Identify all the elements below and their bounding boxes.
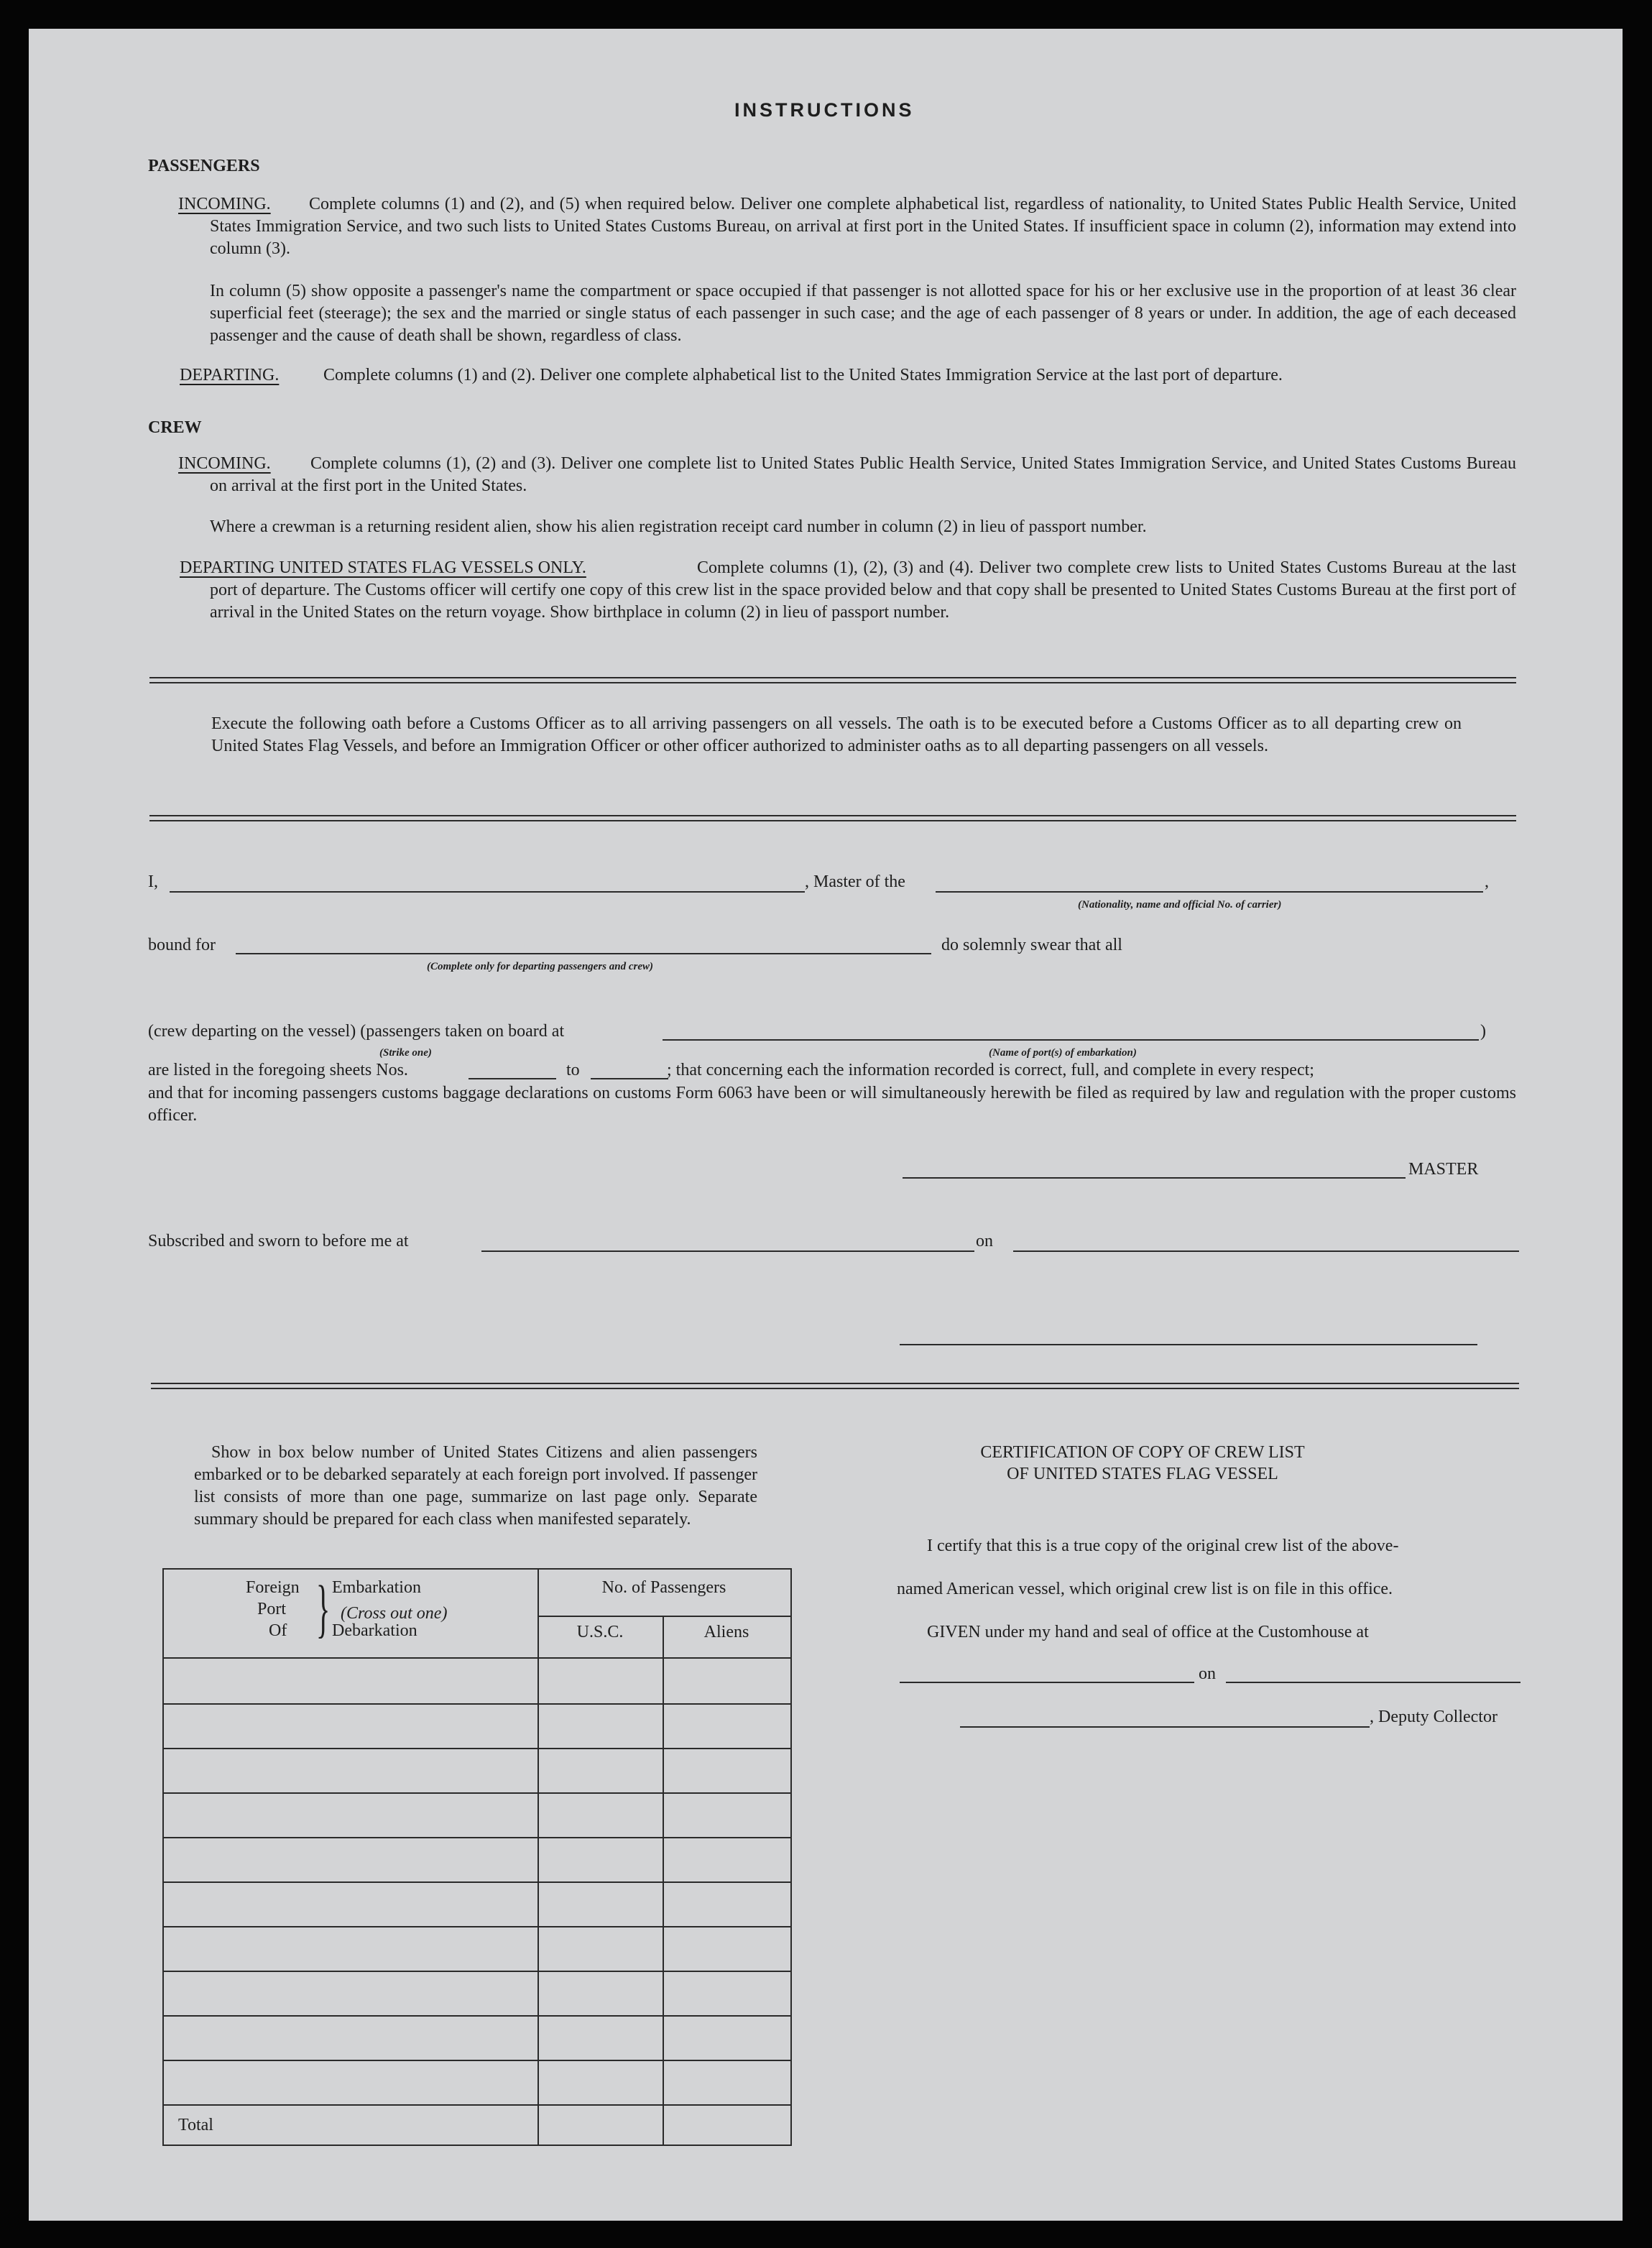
brace-glyph: } <box>315 1573 331 1644</box>
passengers-column5-text: In column (5) show opposite a passenger's name the compartment or space occupied if that passenger is not allotted space for his or her exclusive use in the proportion of at least 36 clear superficial feet (steerage); the sex and the married or single status of each passenger in such case; and the age of each passenger of 8 years or under. In addition, the age of each deceased passenger and the cause of death shall be shown, regardless of class. <box>210 282 1516 345</box>
passengers-departing-label: DEPARTING. <box>180 366 280 384</box>
table-rule <box>537 1616 790 1617</box>
port-hint: (Name of port(s) of embarkation) <box>989 1047 1137 1059</box>
oath-listed-rest: and that for incoming passengers customs baggage declarations on customs Form 6063 have been or will simultaneously herewith be filed as required by law and regulation with the proper customs officer. <box>148 1084 1516 1125</box>
cert-customhouse-field[interactable] <box>900 1682 1194 1683</box>
cert-deputy: , Deputy Collector <box>1370 1708 1498 1726</box>
deputy-signature-field[interactable] <box>960 1726 1370 1728</box>
oath-listed-b: ; that concerning each the information recorded is correct, full, and complete in every respect; <box>667 1061 1314 1079</box>
crew-departing-body: Complete columns (1), (2), (3) and (4). Deliver two complete crew lists to United States Customs Bureau at the last port of departure. The Customs officer will certify one copy of this crew list in the space provided below and that copy shall be presented to United States Customs Bureau at the first port of arrival in the United States on the return voyage. Show birthplace in column (2) in lieu of passport number. <box>210 558 1516 622</box>
sworn-place-field[interactable] <box>481 1250 974 1252</box>
crew-departing-label: DEPARTING UNITED STATES FLAG VESSELS ONLY. <box>180 558 586 577</box>
table-divider-foreign <box>537 1570 539 2145</box>
oath-listed-a: are listed in the foregoing sheets Nos. <box>148 1061 408 1079</box>
table-rule <box>164 1926 790 1927</box>
oath-subscribed: Subscribed and sworn to before me at <box>148 1232 409 1250</box>
passenger-summary-table <box>162 1568 792 2146</box>
table-rule <box>164 1703 790 1705</box>
th-cross-out: (Cross out one) <box>341 1604 448 1623</box>
oath-close-paren: ) <box>1480 1022 1486 1041</box>
oath-swear: do solemnly swear that all <box>941 936 1122 954</box>
divider-2 <box>149 815 1516 821</box>
th-port: Port <box>257 1600 287 1618</box>
form-sheet <box>29 29 1623 2221</box>
carrier-hint: (Nationality, name and official No. of carrier) <box>1078 899 1282 911</box>
carrier-field[interactable] <box>936 891 1483 893</box>
divider-1 <box>149 677 1516 683</box>
table-rule <box>164 1881 790 1883</box>
oath-master: MASTER <box>1408 1160 1479 1179</box>
master-name-field[interactable] <box>170 891 805 893</box>
page-title: INSTRUCTIONS <box>734 99 915 121</box>
table-rule <box>164 1748 790 1749</box>
th-debarkation: Debarkation <box>332 1621 417 1640</box>
table-divider-usc <box>663 1617 664 2145</box>
oath-i: I, <box>148 872 158 891</box>
crew-incoming-body: Complete columns (1), (2) and (3). Deliver one complete list to United States Public Health Service, United States Immigration Service, and United States Customs Bureau on arrival at the first port in the United States. <box>210 454 1516 495</box>
bound-hint: (Complete only for departing passengers and crew) <box>427 961 653 972</box>
officer-signature-field[interactable] <box>900 1344 1477 1345</box>
oath-bound-for: bound for <box>148 936 216 954</box>
crew-incoming-label: INCOMING. <box>178 454 271 473</box>
table-rule <box>164 2060 790 2061</box>
table-rule <box>164 1837 790 1838</box>
cert-on: on <box>1199 1664 1216 1683</box>
cert-title-line2: OF UNITED STATES FLAG VESSEL <box>1007 1465 1278 1483</box>
strike-one-hint: (Strike one) <box>379 1047 432 1059</box>
oath-instruction: Execute the following oath before a Customs Officer as to all arriving passengers on all vessels. The oath is to be executed before a Customs Officer as to all departing crew on United States Flag Vessels, and before an Immigration Officer or other officer authorized to administer oaths as to all departing passengers on all vessels. <box>211 714 1462 755</box>
oath-listed-to: to <box>566 1061 580 1079</box>
row-total-label: Total <box>178 2116 213 2134</box>
cert-date-field[interactable] <box>1226 1682 1521 1683</box>
table-rule <box>164 2104 790 2106</box>
summary-instruction: Show in box below number of United States Citizens and alien passengers embarked or to be debarked separately at each foreign port involved. If passenger list consists of more than one page, summarize on last page only. Separate summary should be prepared for each class when manifested separately. <box>194 1443 757 1529</box>
sheet-from-field[interactable] <box>469 1078 556 1079</box>
passengers-heading: PASSENGERS <box>148 157 260 175</box>
cert-line1: I certify that this is a true copy of the original crew list of the above- <box>927 1537 1399 1555</box>
divider-3 <box>151 1383 1519 1389</box>
passengers-departing-text: Complete columns (1) and (2). Deliver one complete alphabetical list to the United States Immigration Service at the last port of departure. <box>323 366 1283 384</box>
crew-resident-text: Where a crewman is a returning resident alien, show his alien registration receipt card number in column (2) in lieu of passport number. <box>210 517 1147 536</box>
embarkation-port-field[interactable] <box>663 1039 1479 1041</box>
th-of: Of <box>269 1621 287 1640</box>
oath-comma: , <box>1485 872 1489 891</box>
passengers-incoming-text <box>178 193 1516 260</box>
th-no-passengers: No. of Passengers <box>601 1578 726 1597</box>
th-usc: U.S.C. <box>576 1623 624 1641</box>
oath-crew-passengers: (crew departing on the vessel) (passengers taken on board at <box>148 1022 565 1041</box>
crew-incoming-text <box>178 453 1516 497</box>
th-embarkation: Embarkation <box>332 1578 421 1597</box>
cert-line3: GIVEN under my hand and seal of office at the Customhouse at <box>927 1623 1369 1641</box>
cert-line2: named American vessel, which original crew list is on file in this office. <box>897 1580 1393 1598</box>
oath-master-of-the: , Master of the <box>805 872 905 891</box>
passengers-incoming-body: Complete columns (1) and (2), and (5) when required below. Deliver one complete alphabetical list, regardless of nationality, to United States Public Health Service, United States Immigration Service, and two such lists to United States Customs Bureau, on arrival at first port in the United States. If insufficient space in column (2), information may extend into column (3). <box>210 195 1516 258</box>
cert-title-line1: CERTIFICATION OF COPY OF CREW LIST <box>980 1443 1305 1462</box>
th-aliens: Aliens <box>703 1623 749 1641</box>
oath-on: on <box>976 1232 993 1250</box>
table-header-rule <box>164 1657 790 1659</box>
crew-heading: CREW <box>148 418 202 437</box>
crew-departing-text <box>180 557 1516 624</box>
sworn-date-field[interactable] <box>1013 1250 1519 1252</box>
sheet-to-field[interactable] <box>591 1078 668 1079</box>
th-foreign: Foreign <box>246 1578 300 1597</box>
master-signature-field[interactable] <box>903 1177 1406 1179</box>
bound-for-field[interactable] <box>236 953 931 954</box>
table-rule <box>164 2015 790 2017</box>
passengers-incoming-label: INCOMING. <box>178 195 271 213</box>
table-rule <box>164 1792 790 1794</box>
table-rule <box>164 1971 790 1972</box>
